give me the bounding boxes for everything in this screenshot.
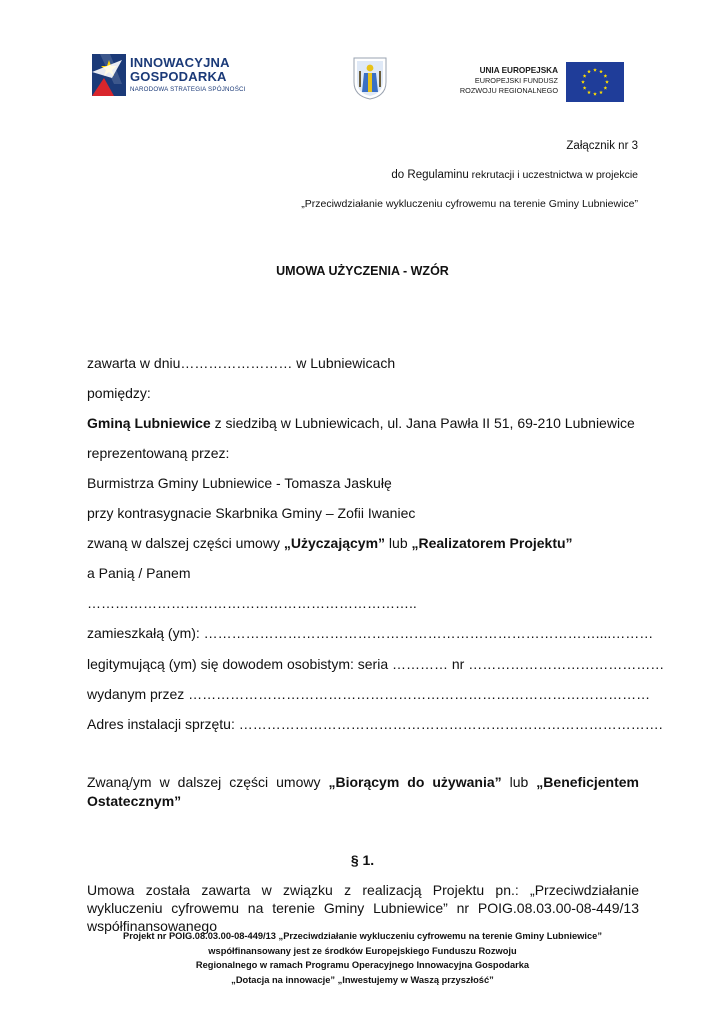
mayor-line: Burmistrza Gminy Lubniewice - Tomasza Jaskułę xyxy=(87,475,392,491)
countersign-line: przy kontrasygnacie Skarbnika Gminy – Zofii Iwaniec xyxy=(87,505,416,521)
borrower-d: „Beneficjentem Ostatecznym” xyxy=(87,774,639,809)
issued-line: wydanym przez ……………………………………………………………………………………… xyxy=(87,686,651,702)
name-dots-line: …………………………………………………………….. xyxy=(87,595,417,611)
borrower-b: „Biorącym do używania” xyxy=(328,774,502,790)
date-line: zawarta w dniu…………………… w Lubniewicach xyxy=(87,355,396,371)
eu-logo-line3: ROZWOJU REGIONALNEGO xyxy=(459,86,558,95)
id-line: legitymującą (ym) się dowodem osobistym: seria ………… nr …………………………………… xyxy=(87,656,665,672)
install-line: Adres instalacji sprzętu: ………………………………………………………………………………. xyxy=(87,716,663,732)
section-heading: § 1. xyxy=(350,852,375,868)
called-a: zwaną w dalszej części umowy xyxy=(87,535,284,551)
ig-logo-line3: NARODOWA STRATEGIA SPÓJNOŚCI xyxy=(130,86,246,93)
party-address: z siedzibą w Lubniewicach, ul. Jana Pawła II 51, 69-210 Lubniewice xyxy=(210,415,635,431)
represented-line: reprezentowaną przez: xyxy=(87,445,230,461)
ig-logo-line1: INNOWACYJNA xyxy=(130,55,230,70)
footer xyxy=(0,929,725,987)
coat-of-arms-icon xyxy=(352,56,388,100)
footer-line4: „Dotacja na innowacje” „Inwestujemy w Waszą przyszłość” xyxy=(231,974,494,985)
called-d: „Realizatorem Projektu” xyxy=(411,535,573,551)
section-paragraph: Umowa została zawarta w związku z realizacją Projektu pn.: „Przeciwdziałanie wykluczeniu cyfrowemu na terenie Gminy Lubniewice” nr POIG.08.03.00-08-449/13 współfinansowanego xyxy=(87,882,639,934)
called-line xyxy=(87,535,573,551)
ig-flag-icon xyxy=(92,54,126,96)
eu-logo-text xyxy=(440,66,558,96)
attachment-number: Załącznik nr 3 xyxy=(566,140,638,152)
eu-logo-line2: EUROPEJSKI FUNDUSZ xyxy=(474,76,558,85)
between-line: pomiędzy: xyxy=(87,385,151,401)
party-line xyxy=(87,415,635,431)
footer-line1: Projekt nr POIG.08.03.00-08-449/13 „Przeciwdziałanie wykluczeniu cyfrowemu na terenie Gminy Lubniewice” xyxy=(123,931,602,941)
person-line: a Panią / Panem xyxy=(87,565,191,581)
borrower-paragraph xyxy=(87,773,639,811)
eu-flag-icon xyxy=(566,62,624,102)
footer-line2: współfinansowany jest ze środków Europejskiego Funduszu Rozwoju xyxy=(208,945,517,956)
regulation-line-b: rekrutacji i uczestnictwa w projekcie xyxy=(468,169,638,181)
footer-line3: Regionalnego w ramach Programu Operacyjnego Innowacyjna Gospodarka xyxy=(195,960,530,970)
document-title: UMOWA UŻYCZENIA - WZÓR xyxy=(276,264,449,278)
borrower-c: lub xyxy=(501,774,537,790)
innowacyjna-gospodarka-logo xyxy=(92,52,252,102)
project-name-line: „Przeciwdziałanie wykluczeniu cyfrowemu na terenie Gminy Lubniewice” xyxy=(301,198,638,210)
called-b: „Użyczającym” xyxy=(283,535,386,551)
borrower-a: Zwaną/ym w dalszej części umowy xyxy=(87,774,329,790)
called-c: lub xyxy=(385,535,412,551)
party-name: Gminą Lubniewice xyxy=(87,415,211,431)
ig-logo-line2: GOSPODARKA xyxy=(130,69,227,84)
eu-logo-line1: UNIA EUROPEJSKA xyxy=(479,66,558,75)
regulation-line xyxy=(391,169,638,181)
regulation-line-a: do Regulaminu xyxy=(391,169,469,181)
residence-line: zamieszkałą (ym): …………………………………………………………………………....……… xyxy=(87,625,654,641)
